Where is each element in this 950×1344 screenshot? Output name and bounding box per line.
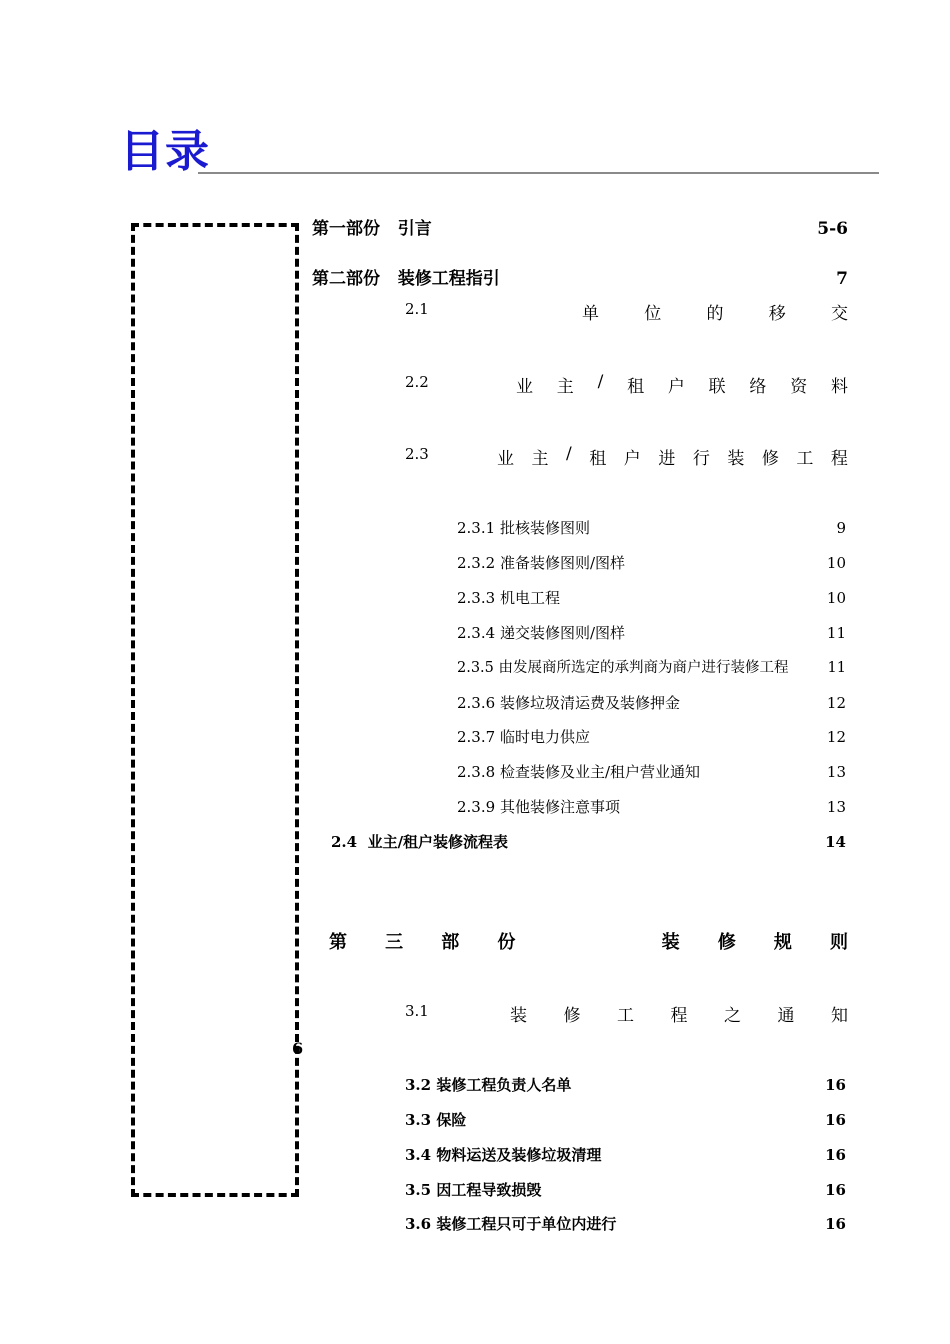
title-char: 份 <box>497 932 516 953</box>
s3-item-num: 3.4 <box>405 1146 432 1164</box>
s2-4-title: 业主/租户装修流程表 <box>367 833 509 851</box>
title-char: 移 <box>768 304 786 324</box>
page-title: 目录 <box>120 126 210 177</box>
toc-s3-item[interactable] <box>405 1179 846 1200</box>
toc-sub-item[interactable] <box>457 656 846 677</box>
title-char: 户 <box>623 449 641 469</box>
sub-item-num: 2.3.8 <box>457 763 496 781</box>
title-char: 络 <box>749 377 767 397</box>
s3-item-num: 3.2 <box>405 1076 432 1094</box>
s3-item-page: 16 <box>825 1181 846 1199</box>
toc-sub-item[interactable] <box>457 796 846 817</box>
sub-item-num: 2.3.6 <box>457 694 496 712</box>
title-char: 租 <box>627 377 645 397</box>
title-char: 的 <box>706 304 724 324</box>
s2-3-num: 2.3 <box>405 445 429 463</box>
s2-1-num: 2.1 <box>405 300 429 318</box>
sub-item-num: 2.3.3 <box>457 589 496 607</box>
dashed-frame <box>131 223 299 1197</box>
sub-item-num: 2.3.5 <box>457 660 494 676</box>
sub-item-page: 11 <box>826 624 846 642</box>
s2-4-num: 2.4 <box>331 833 358 851</box>
sub-item-page: 10 <box>826 589 846 607</box>
title-char: 程 <box>830 449 848 469</box>
title-char: 资 <box>790 377 808 397</box>
part1-label: 第一部份 <box>312 219 380 239</box>
toc-sub-item[interactable] <box>457 692 846 713</box>
title-underline <box>198 172 879 174</box>
sub-item-title: 装修垃圾清运费及装修押金 <box>499 694 680 712</box>
sub-item-title: 由发展商所选定的承判商为商户进行装修工程 <box>498 660 789 676</box>
sub-item-num: 2.3.9 <box>457 798 496 816</box>
s2-4-page: 14 <box>825 833 846 851</box>
title-char: 装 <box>661 932 680 953</box>
part1-name: 引言 <box>397 219 432 239</box>
title-char: 业 <box>497 449 514 469</box>
title-char: 三 <box>385 932 404 953</box>
s3-item-page: 16 <box>825 1146 846 1164</box>
title-char: 程 <box>670 1006 688 1026</box>
s3-item-title: 装修工程只可于单位内进行 <box>436 1215 617 1233</box>
sub-item-page: 10 <box>826 554 846 572</box>
sub-item-page: 13 <box>826 798 846 816</box>
toc-sub-item[interactable] <box>457 622 846 643</box>
title-char: 租 <box>589 449 607 469</box>
toc-sub-item[interactable] <box>457 761 846 782</box>
sub-item-title: 临时电力供应 <box>499 728 590 746</box>
title-char: 工 <box>617 1006 634 1026</box>
toc-sub-item[interactable] <box>457 726 846 747</box>
s3-item-title: 物料运送及装修垃圾清理 <box>436 1146 602 1164</box>
sub-item-title: 机电工程 <box>499 589 560 607</box>
title-char: 位 <box>644 304 662 324</box>
title-char: / <box>597 372 604 392</box>
title-char: 装 <box>510 1006 527 1026</box>
sub-item-title: 检查装修及业主/租户营业通知 <box>499 763 701 781</box>
sub-item-title: 准备装修图则/图样 <box>499 554 626 572</box>
toc-sub-item[interactable] <box>457 587 846 608</box>
sub-item-page: 12 <box>826 728 846 746</box>
sub-item-num: 2.3.4 <box>457 624 496 642</box>
title-char: 行 <box>692 449 710 469</box>
sub-item-page: 9 <box>836 519 846 537</box>
sub-item-page: 13 <box>826 763 846 781</box>
part2-page: 7 <box>836 269 848 289</box>
toc-part2[interactable] <box>312 264 848 289</box>
title-char: 装 <box>727 449 745 469</box>
toc-s3-item[interactable] <box>405 1213 846 1234</box>
title-char: 修 <box>563 1006 581 1026</box>
sub-item-num: 2.3.2 <box>457 554 496 572</box>
title-char: 修 <box>717 932 736 953</box>
s3-item-title: 保险 <box>436 1111 467 1129</box>
sub-item-title: 递交装修图则/图样 <box>499 624 626 642</box>
s2-3-title[interactable] <box>497 444 848 469</box>
s3-item-num: 3.5 <box>405 1181 432 1199</box>
sub-item-page: 12 <box>826 694 846 712</box>
title-char: 工 <box>796 449 814 469</box>
page-number-fragment: 6 <box>292 1039 304 1058</box>
title-char: 单 <box>582 304 599 324</box>
s3-item-num: 3.3 <box>405 1111 432 1129</box>
sub-item-num: 2.3.7 <box>457 728 496 746</box>
title-char: 之 <box>724 1006 741 1026</box>
part1-page: 5-6 <box>817 219 848 239</box>
title-char: 主 <box>531 449 549 469</box>
title-char: 进 <box>658 449 676 469</box>
title-char: 业 <box>516 377 533 397</box>
title-char: 通 <box>777 1006 795 1026</box>
title-char: 第 <box>329 932 347 953</box>
toc-part1[interactable] <box>312 214 848 239</box>
s3-item-title: 装修工程负责人名单 <box>436 1076 572 1094</box>
toc-part3[interactable] <box>329 928 848 954</box>
title-char: 知 <box>831 1006 848 1026</box>
toc-s3-item[interactable] <box>405 1074 846 1095</box>
title-char: 部 <box>441 932 460 953</box>
title-char: 交 <box>831 304 848 324</box>
title-char: 主 <box>556 377 574 397</box>
title-char: / <box>566 444 572 464</box>
s2-2-num: 2.2 <box>405 373 429 391</box>
sub-item-num: 2.3.1 <box>457 519 496 537</box>
part2-name: 装修工程指引 <box>397 269 500 289</box>
sub-item-title: 批核装修图则 <box>499 519 590 537</box>
s2-1-title[interactable] <box>582 299 848 324</box>
part2-label: 第二部份 <box>312 269 380 289</box>
s3-item-page: 16 <box>825 1076 846 1094</box>
title-char: 修 <box>761 449 779 469</box>
s3-1-title[interactable] <box>510 1001 848 1026</box>
title-char: 规 <box>773 932 792 953</box>
toc-s3-item[interactable] <box>405 1144 846 1165</box>
sub-item-page: 11 <box>827 660 846 676</box>
toc-sub-item[interactable] <box>457 517 846 538</box>
sub-item-title: 其他装修注意事项 <box>499 798 620 816</box>
title-char: 料 <box>830 377 848 397</box>
s3-item-num: 3.6 <box>405 1215 432 1233</box>
toc-s3-item[interactable] <box>405 1109 846 1130</box>
title-char: 则 <box>830 932 848 953</box>
toc-s2-4[interactable] <box>331 831 846 852</box>
toc-sub-item[interactable] <box>457 552 846 573</box>
s3-1-num: 3.1 <box>405 1002 429 1020</box>
s3-item-page: 16 <box>825 1111 846 1129</box>
s3-item-page: 16 <box>825 1215 846 1233</box>
title-char: 户 <box>667 377 685 397</box>
s3-item-title: 因工程导致损毁 <box>436 1181 542 1199</box>
title-char: 联 <box>708 377 726 397</box>
s2-2-title[interactable] <box>516 372 848 397</box>
